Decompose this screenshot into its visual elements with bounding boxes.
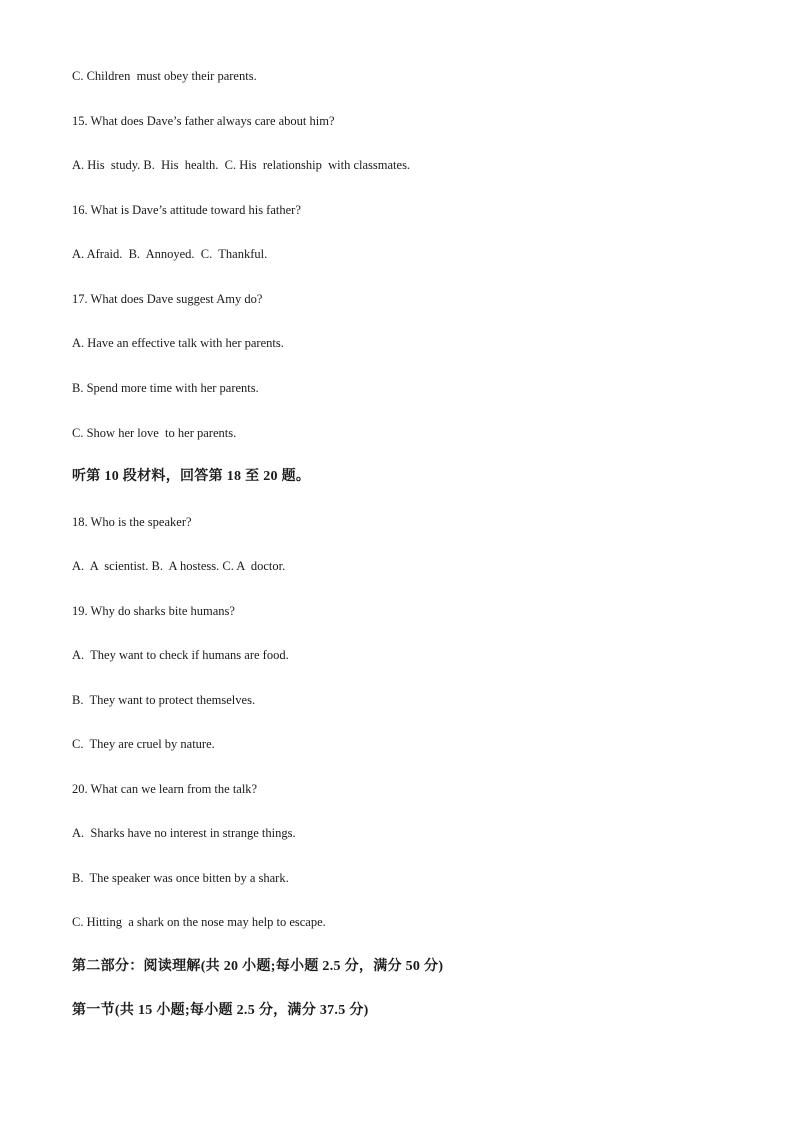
option-line: A. A scientist. B. A hostess. C. A doctor. <box>72 559 286 573</box>
question-line: 17. What does Dave suggest Amy do? <box>72 292 263 306</box>
question-line: 15. What does Dave’s father always care about him? <box>72 114 335 128</box>
question-line: 16. What is Dave’s attitude toward his father? <box>72 203 301 217</box>
question-line: 20. What can we learn from the talk? <box>72 782 258 796</box>
option-line: A. Afraid. B. Annoyed. C. Thankful. <box>72 247 268 261</box>
option-line: A. His study. B. His health. C. His relationship with classmates. <box>72 158 411 172</box>
part-heading: 第二部分：阅读理解(共 20 小题;每小题 2.5 分，满分 50 分) <box>72 959 444 974</box>
option-line: A. They want to check if humans are food. <box>72 648 289 662</box>
option-line: A. Have an effective talk with her parents. <box>72 336 284 350</box>
option-line: C. Children must obey their parents. <box>72 69 257 83</box>
option-line: B. Spend more time with her parents. <box>72 381 259 395</box>
option-line: C. Hitting a shark on the nose may help to escape. <box>72 915 326 929</box>
option-line: B. The speaker was once bitten by a shark. <box>72 871 289 885</box>
question-line: 19. Why do sharks bite humans? <box>72 604 235 618</box>
section-instruction: 听第 10 段材料，回答第 18 至 20 题。 <box>72 469 311 484</box>
option-line: A. Sharks have no interest in strange things. <box>72 826 296 840</box>
option-line: C. They are cruel by nature. <box>72 737 215 751</box>
section-heading: 第一节(共 15 小题;每小题 2.5 分，满分 37.5 分) <box>72 1003 369 1018</box>
option-line: C. Show her love to her parents. <box>72 426 237 440</box>
option-line: B. They want to protect themselves. <box>72 693 256 707</box>
question-line: 18. Who is the speaker? <box>72 515 192 529</box>
